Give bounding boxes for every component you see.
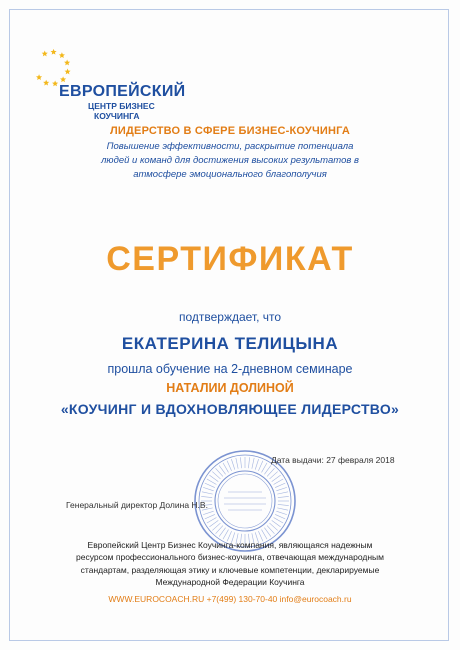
- program-title: ЛИДЕРСТВО В СФЕРЕ БИЗНЕС-КОУЧИНГА: [109, 125, 351, 137]
- issue-date: Дата выдачи: 27 февраля 2018: [271, 455, 395, 465]
- company-description-line: Европейский Центр Бизнес Коучинга-компания, являющаяся надежным: [87, 540, 373, 550]
- company-description-line: стандартам, разделяющая этику и ключевые компетенции, декларируемые: [80, 564, 380, 575]
- star-icon: [43, 80, 49, 86]
- recipient-name: ЕКАТЕРИНА ТЕЛИЦЫНА: [121, 334, 339, 353]
- director-signature-line: Генеральный директор Долина Н.В.: [66, 500, 208, 510]
- program-description-line: людей и команд для достижения высоких результатов в: [101, 155, 359, 166]
- logo-sub-text: [88, 101, 155, 121]
- star-icon: [36, 74, 42, 80]
- logo-main-text: ЕВРОПЕЙСКИЙ: [59, 83, 186, 100]
- star-icon: [51, 49, 57, 55]
- contact-info: WWW.EUROCOACH.RU +7(499) 130-70-40 info@eurocoach.ru: [108, 594, 352, 604]
- program-description-line: Повышение эффективности, раскрытие потенциала: [106, 141, 354, 152]
- program-description: [0, 140, 460, 182]
- company-description-line: Международной Федерации Коучинга: [155, 577, 305, 588]
- program-description-line: атмосфере эмоционального благополучия: [133, 169, 327, 180]
- star-icon: [42, 51, 48, 57]
- star-icon: [59, 52, 65, 58]
- trainer-name: НАТАЛИИ ДОЛИНОЙ: [166, 381, 294, 395]
- company-description-line: ресурсом профессионального бизнес-коучинга, отвечающая международным: [76, 552, 384, 563]
- star-icon: [65, 69, 71, 75]
- star-icon: [60, 76, 66, 82]
- star-icon: [52, 80, 58, 86]
- logo-sub-line-1: ЦЕНТР БИЗНЕС: [88, 101, 155, 111]
- completion-text: прошла обучение на 2-дневном семинаре: [107, 362, 353, 376]
- certificate-title: СЕРТИФИКАТ: [106, 240, 354, 278]
- confirms-text: подтверждает, что: [178, 310, 282, 324]
- star-icon: [64, 60, 70, 66]
- company-description: [0, 539, 460, 589]
- logo-sub-line-2: КОУЧИНГА: [94, 111, 140, 121]
- seminar-title: «КОУЧИНГ И ВДОХНОВЛЯЮЩЕЕ ЛИДЕРСТВО»: [60, 401, 400, 417]
- company-logo: [30, 28, 186, 121]
